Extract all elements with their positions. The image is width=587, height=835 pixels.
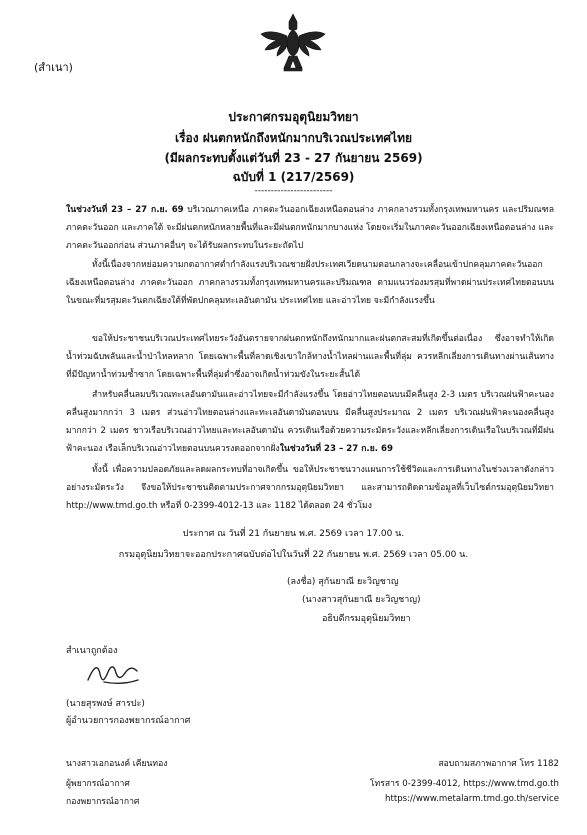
certifier-position: ผู้อำนวยการกองพยากรณ์อากาศ [66,716,191,726]
announcement-date: ประกาศ ณ วันที่ 21 กันยายน พ.ศ. 2569 เวลา 17.00 น. [182,529,405,539]
cause-text: ทั้งนี้เนื่องจากหย่อมความกดอากาศต่ำกำลังแรงบริเวณชายฝั่งประเทศเวียดนามตอนกลางจะเคลื่อนเข้าปกคลุมภาคตะวันออกเฉียงเหนือตอนล่าง ภาคตะวันออก ภาคกลางรวมทั้งกรุงเทพมหานครและปริมณฑล ตามแนวร่องมรสุมที่พาดผ่านประเทศไทยตอนบน ในขณะที่มรสุมตะวันตกเฉียงใต้ที่พัดปกคลุมทะเลอันดามัน ประเทศไทย และอ่าวไทย จะมีกำลังแรงขึ้น [66,260,554,306]
footer-left-line-2: ผู้พยากรณ์อากาศ [66,779,130,789]
paragraph-marine [66,386,554,458]
advice-text: ทั้งนี้ เพื่อความปลอดภัยและลดผลกระทบที่อาจเกิดขึ้น ขอให้ประชาชนวางแผนการใช้ชีวิตและการเดินทางในช่วงเวลาดังกล่าวอย่างระมัดระวัง จึงขอให้ประชาชนติดตามประกาศจากกรมอุตุนิยมวิทยา และสามารถติดตามข้อมูลที่เว็บไซต์กรมอุตุนิยมวิทยา http://www.tmd.go.th หรือที่ 0-2399-4012-13 และ 1182 ได้ตลอด 24 ชั่วโมง [66,465,554,511]
marine-text: สำหรับคลื่นลมบริเวณทะเลอันดามันและอ่าวไทยจะมีกำลังแรงขึ้น โดยอ่าวไทยตอนบนมีคลื่นสูง 2-3 เมตร บริเวณฝนฟ้าคะนองคลื่นสูงมากกว่า 3 เมตร ส่วนอ่าวไทยตอนล่างและทะเลอันดามันตอนบน มีคลื่นสูงประมาณ 2 เมตร บริเวณฝนฟ้าคะนองคลื่นสูงมากกว่า 2 เมตร ชาวเรือบริเวณอ่าวไทยและทะเลอันดามัน ควรเดินเรือด้วยความระมัดระวังและหลีกเลี่ยงการเดินเรือในบริเวณที่มีฝนฟ้าคะนอง เรือเล็กบริเวณอ่าวไทยตอนบนควรงดออกจากฝั่ง [66,390,554,454]
warning-text: ขอให้ประชาชนบริเวณประเทศไทยระวังอันตรายจากฝนตกหนักถึงหนักมากและฝนตกสะสมที่เกิดขึ้นต่อเนื่อง ซึ่งอาจทำให้เกิดน้ำท่วมฉับพลันและน้ำป่าไหลหลาก โดยเฉพาะพื้นที่ลาดเชิงเขาใกล้ทางน้ำไหลผ่านและพื้นที่ลุ่ม ควรหลีกเลี่ยงการเดินทางผ่านเส้นทางที่มีปัญหาน้ำท่วมซ้ำซาก โดยเฉพาะพื้นที่ลุ่มต่ำซึ่งอาจเกิดน้ำท่วมขังในระยะสั้นได้ [66,334,554,380]
issue-number: ฉบับที่ 1 (217/2569) [232,170,355,184]
marine-period: ในช่วงวันที่ 23 – 27 ก.ย. 69 [279,444,393,454]
certified-copy-label: สำเนาถูกต้อง [66,646,118,656]
footer-left-line-1: นางสาวเอกอนงค์ เคียนทอง [66,759,168,769]
paragraph-cause [66,256,554,310]
signature-name: (นางสาวสุกันยาณี ยะวิญชาญ) [302,595,421,605]
paragraph-advice [66,461,554,515]
handwritten-signature-icon [84,660,144,688]
garuda-emblem-icon [258,10,328,80]
signature-signed: (ลงชื่อ) สุกันยาณี ยะวิญชาญ [287,577,399,587]
forecast-text: บริเวณภาคเหนือ ภาคตะวันออกเฉียงเหนือตอนล่าง ภาคกลางรวมทั้งกรุงเทพมหานคร และปริมณฑล ภาคตะวันออก และภาคใต้ จะมีฝนตกหนักหลายพื้นที่และมีฝนตกหนักมากบางแห่ง โดยจะเริ่มในภาคตะวันออกเฉียงเหนือตอนล่าง และภาคตะวันออกก่อน ส่วนภาคอื่นๆ จะได้รับผลกระทบในระยะถัดไป [66,205,554,251]
signature-position: อธิบดีกรมอุตุนิยมวิทยา [322,614,411,624]
certifier-name: (นายสุรพงษ์ สารปะ) [66,699,145,709]
title-separator: ------------------------ [254,186,333,196]
footer-left-line-3: กองพยากรณ์อากาศ [66,797,140,807]
document-subject: เรื่อง ฝนตกหนักถึงหนักมากบริเวณประเทศไทย [174,131,413,145]
paragraph-warning [66,330,554,384]
document-title: ประกาศกรมอุตุนิยมวิทยา [228,110,359,124]
footer-right-line-1: สอบถามสภาพอากาศ โทร 1182 [438,759,559,769]
copy-label: (สำเนา) [34,61,73,74]
forecast-period: ในช่วงวันที่ 23 – 27 ก.ย. 69 [66,205,184,215]
paragraph-forecast [66,201,554,255]
footer-right-line-2: โทรสาร 0-2399-4012, https://www.tmd.go.th [369,779,559,789]
footer-right-line-3: https://www.metalarm.tmd.go.th/service [385,794,559,804]
next-issue-note: กรมอุตุนิยมวิทยาจะออกประกาศฉบับต่อไปในวันที่ 22 กันยายน พ.ศ. 2569 เวลา 05.00 น. [118,550,469,560]
effect-period: (มีผลกระทบตั้งแต่วันที่ 23 - 27 กันยายน 2569) [164,151,423,165]
